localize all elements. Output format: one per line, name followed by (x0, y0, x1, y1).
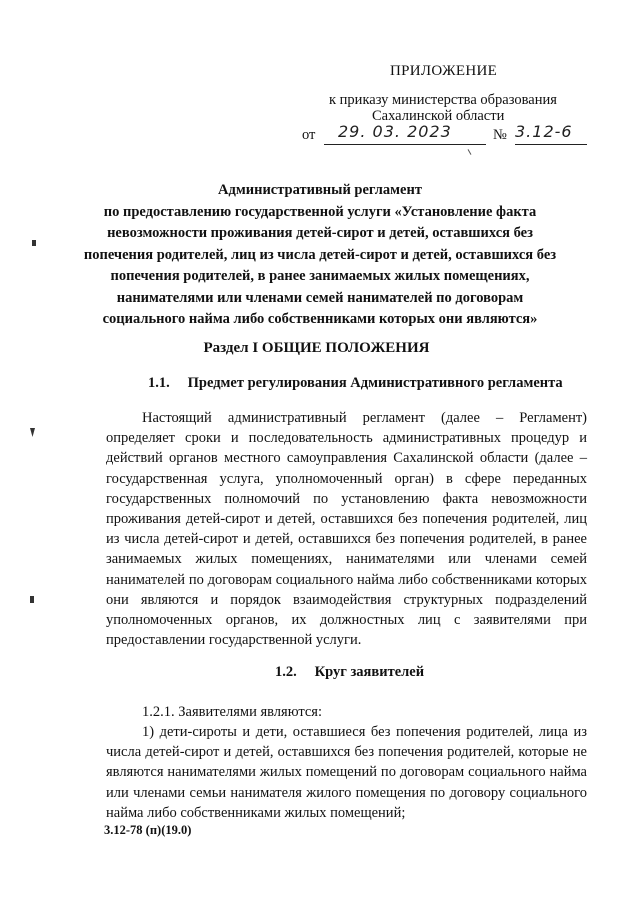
date-underline (324, 144, 486, 145)
scan-speck (30, 596, 34, 603)
order-date-number-row (302, 122, 592, 148)
subsection-number: 1.1. (148, 375, 170, 391)
regulation-title-line: Административный регламент (218, 182, 422, 198)
order-date-handwritten: 29. 03. 2023 (338, 122, 452, 141)
regulation-title-line: по предоставлению государственной услуги «Установление факта (103, 203, 537, 220)
scan-speck (30, 428, 35, 437)
regulation-title (70, 180, 570, 331)
regulation-title-line: попечения родителей, лиц из числа детей-сирот и детей, оставшихся без (83, 246, 557, 263)
paragraph-applicants-item-1: 1) дети-сироты и дети, оставшиеся без попечения родителей, лица из числа детей-сирот и детей, оставшихся без попечения родителей, которые не являются нанимателями жилых помещений по договорам социального найма или членами семьи нанимателя жилого помещения по договору социального найма либо собственниками жилых помещений; (106, 724, 587, 821)
order-number-label: № (493, 127, 507, 143)
order-number-handwritten: 3.12-6 (515, 122, 573, 141)
subsection-heading-1-2 (275, 664, 424, 681)
regulation-title-line: невозможности проживания детей-сирот и детей, оставшихся без (107, 225, 533, 241)
regulation-title-line: попечения родителей, в ранее занимаемых жилых помещениях, (110, 268, 530, 284)
subsection-number: 1.2. (275, 664, 297, 680)
footer-document-code: 3.12-78 (п)(19.0) (104, 823, 192, 837)
subsection-title: Предмет регулирования Административного регламента (187, 375, 563, 391)
subsection-title: Круг заявителей (314, 664, 425, 680)
appendix-region-line: Сахалинской области (372, 108, 505, 124)
section-heading: Раздел I ОБЩИЕ ПОЛОЖЕНИЯ (203, 340, 430, 356)
paragraph-subject: Настоящий административный регламент (далее – Регламент) определяет сроки и последовательность административных процедур и действий органов местного самоуправления Сахалинской области (далее – государственная услуга, уполномоченный орган) в сфере переданных государственных полномочий по установлению факта невозможности проживания детей-сирот и детей, оставшихся без попечения родителей, лиц из числа детей-сирот и детей, оставшихся без попечения родителей, в ранее занимаемых жилых помещениях, нанимателями или членами семей нанимателей по договорам социального найма либо собственниками которых они являются и порядок взаимодействия структурных подразделений уполномоченных органов, их должностных лиц с заявителями при предоставлении государственной услуги. (106, 410, 587, 649)
order-from-label: от (302, 127, 316, 143)
appendix-title: ПРИЛОЖЕНИЕ (390, 63, 498, 79)
regulation-title-line: нанимателями или членами семей нанимателей по договорам (116, 289, 524, 306)
paragraph-applicants-intro: 1.2.1. Заявителями являются: (142, 704, 322, 720)
appendix-order-line: к приказу министерства образования (329, 92, 557, 108)
scan-speck (468, 149, 472, 155)
number-underline (515, 144, 587, 145)
scan-speck (32, 240, 36, 246)
regulation-title-line: социального найма либо собственниками которых они являются» (102, 311, 538, 327)
subsection-heading-1-1 (148, 375, 563, 392)
